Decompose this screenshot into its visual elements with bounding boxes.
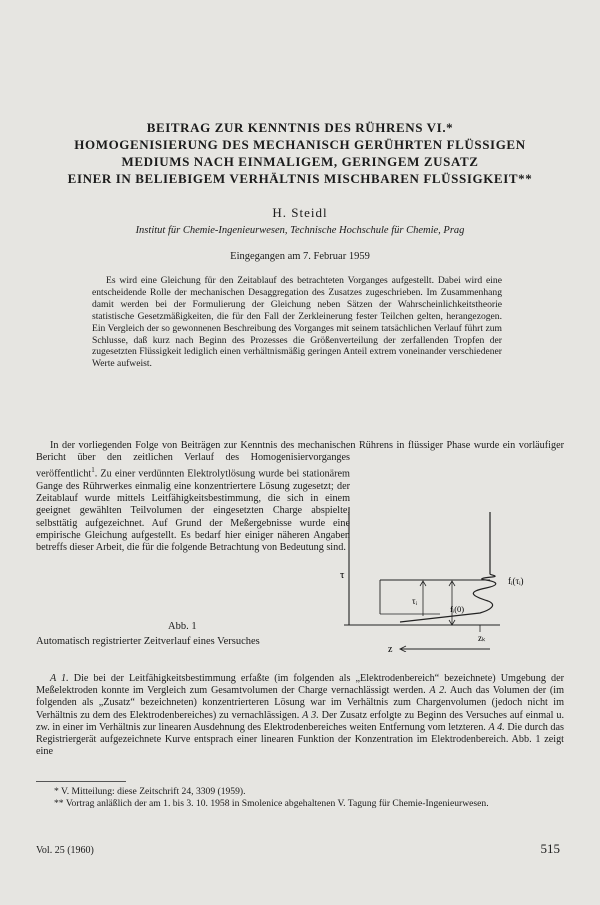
footnote: * V. Mitteilung: diese Zeitschrift 24, 3309 (1959). [54, 786, 246, 797]
points-paragraph [36, 673, 564, 758]
point-text: Der Zusatz erfolgte zu Beginn des Versuches auf einmal u. zw. in einer im Verhältnis zur linearen Ausdehnung des Elektrodenbereiches weiten Entfernung vom letzteren. [36, 709, 565, 733]
fi-tau-label: fᵢ(τᵢ) [508, 576, 524, 586]
article-title [20, 119, 580, 187]
figure-recording-chart [340, 492, 565, 652]
zk-label: zₖ [478, 633, 486, 643]
point-number: A 3. [302, 709, 319, 721]
figure-label: Abb. 1 [168, 621, 197, 632]
intro-text-part1: In der vorliegenden Folge von Beiträgen zur Kenntnis des mechanischen Rührens in flüssiger Phase wurde ein vorläufiger Bericht über den zeitlichen Verlauf des Homogenisiervorganges veröffentlicht [36, 440, 564, 480]
title-line: BEITRAG ZUR KENNTNIS DES RÜHRENS VI.* [146, 120, 454, 135]
volume-info: Vol. 25 (1960) [36, 845, 94, 856]
title-line: HOMOGENISIERUNG DES MECHANISCH GERÜHRTEN FLÜSSIGEN [74, 137, 526, 152]
title-line: MEDIUMS NACH EINMALIGEM, GERINGEM ZUSATZ [121, 154, 479, 169]
point-text: Die durch das Registriergerät aufgezeichnete Kurve entsprach einer linearen Funktion der Konzentration im Elektrodenbereich. Abb. 1 zeigt eine [36, 721, 564, 758]
page-number: 515 [540, 841, 560, 856]
intro-text-part2: . Zu einer verdünnten Elektrolytlösung wurde bei stationärem Gange des Rührwerkes einmalig eine konzentriertere Lösung zugesetzt; der Zeitablauf wurde mittels Leitfähigkeitsbestimmung, die sich in einem geeignet gewählten Teilvolumen der eingesetzten Charge abspielte, selbsttätig aufgezeichnet. Auf Grund der Meßergebnisse wurde eine empirische Gleichung aufgestellt. Es bedarf hier einiger näheren Angaben betreffs dieser Arbeit, die für die folgende Betrachtung von Bedeutung sind. [36, 468, 350, 554]
figure-caption: Automatisch registrierter Zeitverlauf eines Versuches [36, 636, 260, 647]
point-number: A 2. [429, 685, 447, 697]
received-date: Eingegangen am 7. Februar 1959 [230, 251, 370, 262]
point-text: Auch das Volumen der (im folgenden als „Zusatz“ bezeichneten) konzentrierteren Lösung war im Verhältnis zum Chargenvolumen (jedoch nicht im Verhältnis zu dem des Elektrodenbereiches) zu vernachlässigen. [36, 685, 565, 721]
point-number: A 1. [50, 673, 69, 684]
abstract: Es wird eine Gleichung für den Zeitablauf des betrachteten Vorganges aufgestellt. Dabei wird eine entscheidende Rolle der mechanischen Desaggregation des Zusatzes zugeschrieben. Im Zusammenhang damit werden bei der Formulierung der Gleichung neben Sätzen der Wahrscheinlichkeitstheorie statistische Gesetzmäßigkeiten, die für den Fall der Zerkleinerung fester Teilchen gelten, herangezogen. Ein Vergleich der so gewonnenen Beschreibung des Vorganges mit seinem tatsächlichen Verlauf führt zum Schlusse, daß kurz nach Beginn des Prozesses die Größenverteilung der zerfallenden Tropfen der zugesetzten Flüssigkeit lediglich einen verhältnismäßig geringen Anteil extrem voneinander verschiedener Werte aufweist. [92, 275, 502, 370]
author: H. Steidl [272, 205, 328, 220]
affiliation: Institut für Chemie-Ingenieurwesen, Technische Hochschule für Chemie, Prag [135, 225, 465, 236]
axis-tau-label: τ [340, 569, 345, 581]
point-number: A 4. [488, 721, 505, 733]
footnotes [36, 786, 564, 810]
axis-z-label: z [388, 644, 393, 652]
fi0-label: fᵢ(0) [450, 604, 465, 614]
title-line: EINER IN BELIEBIGEM VERHÄLTNIS MISCHBAREN FLÜSSIGKEIT** [67, 171, 533, 186]
footnote: ** Vortrag anläßlich der am 1. bis 3. 10. 1958 in Smolenice abgehaltenen V. Tagung für Chemie-Ingenieurwesen. [54, 798, 489, 809]
reference-marker: 1 [91, 466, 95, 475]
tau-i-label: τᵢ [412, 596, 418, 606]
footnote-divider [36, 781, 126, 782]
point-text: Die bei der Leitfähigkeitsbestimmung erfaßte (im folgenden als „Elektrodenbereich“ bezeichnete) Umgebung der Meßelektroden konnte im Vergleich zum Gesamtvolumen der Charge vernachlässigt werden. [36, 673, 564, 697]
